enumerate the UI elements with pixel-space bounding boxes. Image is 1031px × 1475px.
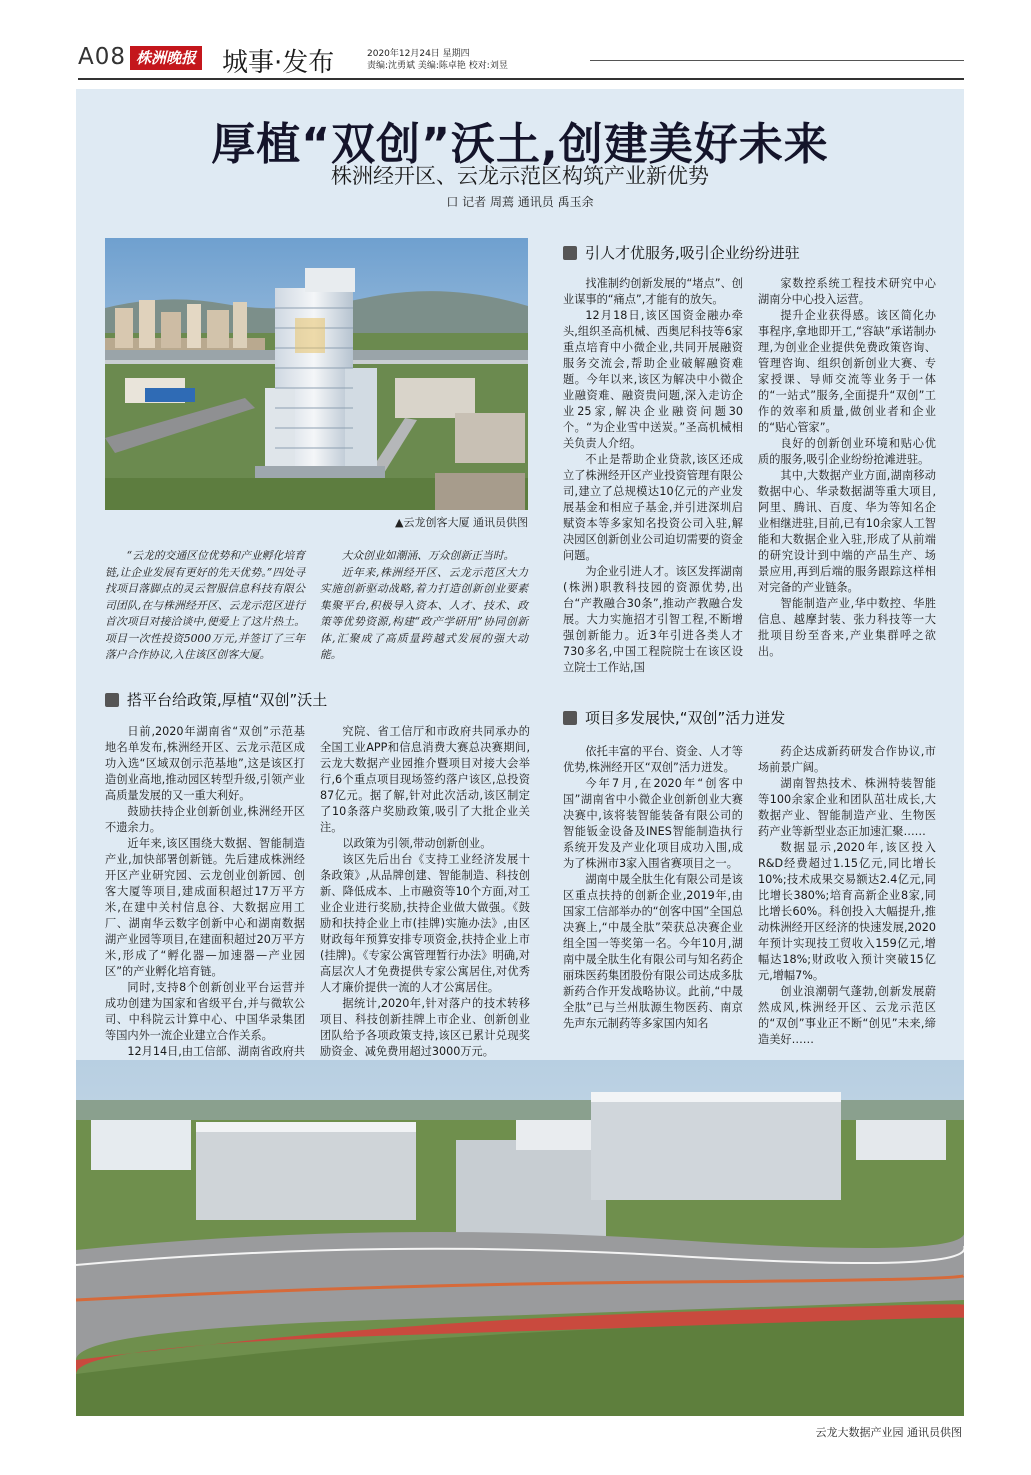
- section-title: 引人才优服务,吸引企业纷纷进驻: [585, 244, 800, 262]
- section2-paragraphs-col1: [563, 276, 743, 676]
- section1-paragraphs-col2: [320, 724, 530, 1060]
- paragraph: 不止是帮助企业贷款,该区还成立了株洲经开区产业投资管理有限公司,建立了总规模达10亿元的产业发展基金和相应子基金,并引进深圳启赋资本等多家知名投资公司入驻,解决园区创新创业公司迫切需要的资金问题。: [563, 453, 743, 562]
- paragraph: 以政策为引领,带动创新创业。: [342, 837, 492, 850]
- section-marker-icon: [563, 711, 577, 725]
- section3-column-1: [563, 744, 743, 1032]
- section-title: 项目多发展快,“双创”活力迸发: [585, 709, 786, 727]
- paragraph: 据统计,2020年,针对落户的技术转移项目、科技创新挂牌上市企业、创新创业团队给予各项政策支持,该区已累计兑现奖励资金、减免费用超过3000万元。: [320, 997, 530, 1058]
- paragraph: 今年7月,在2020年“创客中国”湖南省中小微企业创新创业大赛决赛中,该将装智能装备有限公司的智能钣金设备及INES智能制造执行系统开发及产业化项目成功入围,成为了株洲市3家入围省赛项目之一。: [563, 777, 743, 870]
- section-title: 搭平台给政策,厚植“双创”沃土: [127, 691, 328, 709]
- paragraph: 创业浪潮朝气蓬勃,创新发展蔚然成风,株洲经开区、云龙示范区的“双创”事业正不断“创见”未来,缔造美好……: [758, 985, 936, 1046]
- editor-credits: 责编:沈勇斌 美编:陈卓艳 校对:刘昱: [367, 61, 508, 71]
- paragraph: 12月18日,该区国资金融办牵头,组织圣高机械、西奥尼科技等6家重点培育中小微企业,共同开展融资服务交流会,帮助企业破解融资难题。今年以来,该区为解决中小微企业融资难、融资贵问题,深入走访企业25家,解决企业融资问题30个。“为企业雪中送炭。”圣高机械相关负责人介绍。: [563, 309, 743, 450]
- section-heading: [563, 707, 785, 728]
- section3-paragraphs-col2: [758, 744, 936, 1048]
- issue-date: 2020年12月24日 星期四: [367, 49, 470, 59]
- section-marker-icon: [105, 693, 119, 707]
- photo-caption: 云龙大数据产业园 通讯员供图: [815, 1426, 962, 1439]
- paragraph: 究院、省工信厅和市政府共同承办的全国工业APP和信息消费大赛总决赛期间,云龙大数据产业园推介暨项目对接大会举行,6个重点项目现场签约落户该区,总投资87亿元。据了解,针对此次活动,该区制定了10条落户奖励政策,吸引了大批企业关注。: [320, 725, 530, 834]
- paragraph: 数据显示,2020年,该区投入R&D经费超过1.15亿元,同比增长10%;技术成果交易额达2.4亿元,同比增长380%;培育高新企业8家,同比增长60%。科创投入大幅提升,推动株洲经开区经济的快速发展,2020年预计实现技工贸收入159亿元,增幅达18%;财政收入预计突破15亿元,增幅7%。: [758, 841, 936, 982]
- paragraph: 依托丰富的平台、资金、人才等优势,株洲经开区“双创”活力迸发。: [563, 745, 743, 774]
- section1-paragraphs-col1: [105, 724, 305, 1076]
- section-marker-icon: [563, 246, 577, 260]
- paragraph: 该区先后出台《支持工业经济发展十条政策》,从品牌创建、智能制造、科技创新、降低成本、上市融资等10个方面,对工业企业进行奖励,扶持企业做大做强。《鼓励和扶持企业上市(挂牌)实施办法》,由区财政每年预算安排专项资金,扶持企业上市(挂牌)。《专家公寓管理暂行办法》明确,对高层次人才免费提供专家公寓居住,对优秀人才廉价提供一流的人才公寓居住。: [320, 853, 530, 994]
- header-meta: [367, 48, 508, 72]
- paragraph: 鼓励扶持企业创新创业,株洲经开区不遗余力。: [105, 805, 305, 834]
- paragraph: 智能制造产业,华中数控、华胜信息、越摩封装、张力科技等一大批项目纷至沓来,产业集群呼之欲出。: [758, 597, 936, 658]
- section-heading: [563, 242, 800, 263]
- intro-column-2: [320, 548, 528, 664]
- header-divider-short: [590, 60, 964, 61]
- paragraph: 近年来,株洲经开区、云龙示范区大力实施创新驱动战略,着力打造创新创业要素集聚平台,积极导入资本、人才、技术、政策等优势资源,构建“政产学研用”协同创新体,汇聚成了高质量跨越式发展的强大动能。: [320, 565, 528, 661]
- tower-photo: [105, 238, 528, 510]
- paragraph: 提升企业获得感。该区简化办事程序,拿地即开工,“容缺”承诺制办理,为创业企业提供免费政策咨询、管理咨询、组织创新创业大赛、专家授课、导师交流等业务于一体的“一站式”服务,全面提升“双创”工作的效率和质量,做创业者和企业的“贴心管家”。: [758, 309, 936, 434]
- paragraph: 日前,2020年湖南省“双创”示范基地名单发布,株洲经开区、云龙示范区成功入选“区域双创示范基地”,这是该区打造创业高地,推动园区转型升级,引领产业高质量发展的又一重大利好。: [105, 725, 305, 802]
- section2-paragraphs-col2: [758, 276, 936, 660]
- subheadline: 株洲经开区、云龙示范区构筑产业新优势: [331, 164, 709, 188]
- paragraph: 为企业引进人才。该区发挥湖南(株洲)职教科技园的资源优势,出台“产教融合30条”,推动产教融合发展。大力实施招才引智工程,不断增强创新能力。近3年引进各类人才730多名,中国工程院院士在该区设立院士工作站,国: [563, 565, 743, 674]
- intro-column-1: [105, 548, 305, 664]
- section-name: 城事·发布: [222, 48, 335, 78]
- newspaper-logo: 株洲晚报: [130, 46, 202, 70]
- industrial-park-photo: [76, 1060, 964, 1416]
- section2-column-2: [758, 276, 936, 660]
- section2-column-1: [563, 276, 743, 676]
- header-divider: [78, 78, 964, 80]
- section1-column-1: [105, 724, 305, 1076]
- section3-paragraphs-col1: [563, 744, 743, 1032]
- paragraph: 湖南中晟全肽生化有限公司是该区重点扶持的创新企业,2019年,由国家工信部举办的“创客中国”全国总决赛上,“中晟全肽”荣获总决赛企业组全国一等奖第一名。今年10月,湖南中晟全肽生化有限公司与知名药企丽珠医药集团股份有限公司达成多肽新药合作开发战略协议。此前,“中晟全肽”已与兰州肽源生物医药、南京先声东元制药等多家国内知名: [563, 873, 743, 1030]
- paragraph: 良好的创新创业环境和贴心优质的服务,吸引企业纷纷抢滩进驻。: [758, 437, 936, 466]
- section-heading: [105, 689, 327, 710]
- paragraph: 近年来,该区围绕大数据、智能制造产业,加快部署创新链。先后建成株洲经开区产业研究园、云龙创业创新园、创客大厦等项目,建成面积超过17万平方米,在建中关村信息谷、大数据应用工厂、湖南华云数字创新中心和湖南数据湖产业园等项目,在建面积超过20万平方米,形成了“孵化器—加速器—产业园区”的产业孵化培育链。: [105, 837, 305, 978]
- section1-column-2: [320, 724, 530, 1060]
- byline: 口 记者 周蔫 通讯员 禹玉余: [446, 195, 594, 209]
- page-number: A08: [78, 44, 127, 70]
- paragraph: 大众创业如潮涌、万众创新正当时。: [341, 549, 515, 562]
- paragraph: 找准制约创新发展的“堵点”、创业谋事的“痛点”,才能有的放矢。: [563, 277, 743, 306]
- paragraph: 12月14日,由工信部、湖南省政府共: [127, 1045, 305, 1058]
- photo-caption: ▲云龙创客大厦 通讯员供图: [395, 516, 528, 529]
- paragraph: “云龙的交通区位优势和产业孵化培育链,让企业发展有更好的先天优势。”四处寻找项目落脚点的灵云智服信息科技有限公司团队,在与株洲经开区、云龙示范区进行首次项目对接洽谈中,便爱上了这片热土。项目一次性投资5000万元,并签订了三年落户合作协议,入住该区创客大厦。: [105, 549, 305, 661]
- paragraph: 其中,大数据产业方面,湖南移动数据中心、华录数据湖等重大项目,阿里、腾讯、百度、华为等知名企业相继进驻,目前,已有10余家人工智能和大数据企业入驻,形成了从前端的研究设计到中端的产品生产、场景应用,再到后端的服务跟踪这样相对完备的产业链条。: [758, 469, 936, 594]
- paragraph: 同时,支持8个创新创业平台运营并成功创建为国家和省级平台,并与微软公司、中科院云计算中心、中国华录集团等国内外一流企业建立合作关系。: [105, 981, 305, 1042]
- industrial-park-illustration: [76, 1060, 964, 1416]
- section3-column-2: [758, 744, 936, 1048]
- paragraph: 家数控系统工程技术研究中心湖南分中心投入运营。: [758, 277, 936, 306]
- headline: 厚植“双创”沃土,创建美好未来: [211, 119, 829, 170]
- paragraph: 药企达成新药研发合作协议,市场前景广阔。: [758, 745, 936, 774]
- paragraph: 湖南智热技术、株洲特装智能等100余家企业和团队茁壮成长,大数据产业、智能制造产业、生物医药产业等新型业态正加速汇聚……: [758, 777, 936, 838]
- tower-photo-illustration: [105, 238, 528, 510]
- intro-paragraphs: [320, 548, 528, 664]
